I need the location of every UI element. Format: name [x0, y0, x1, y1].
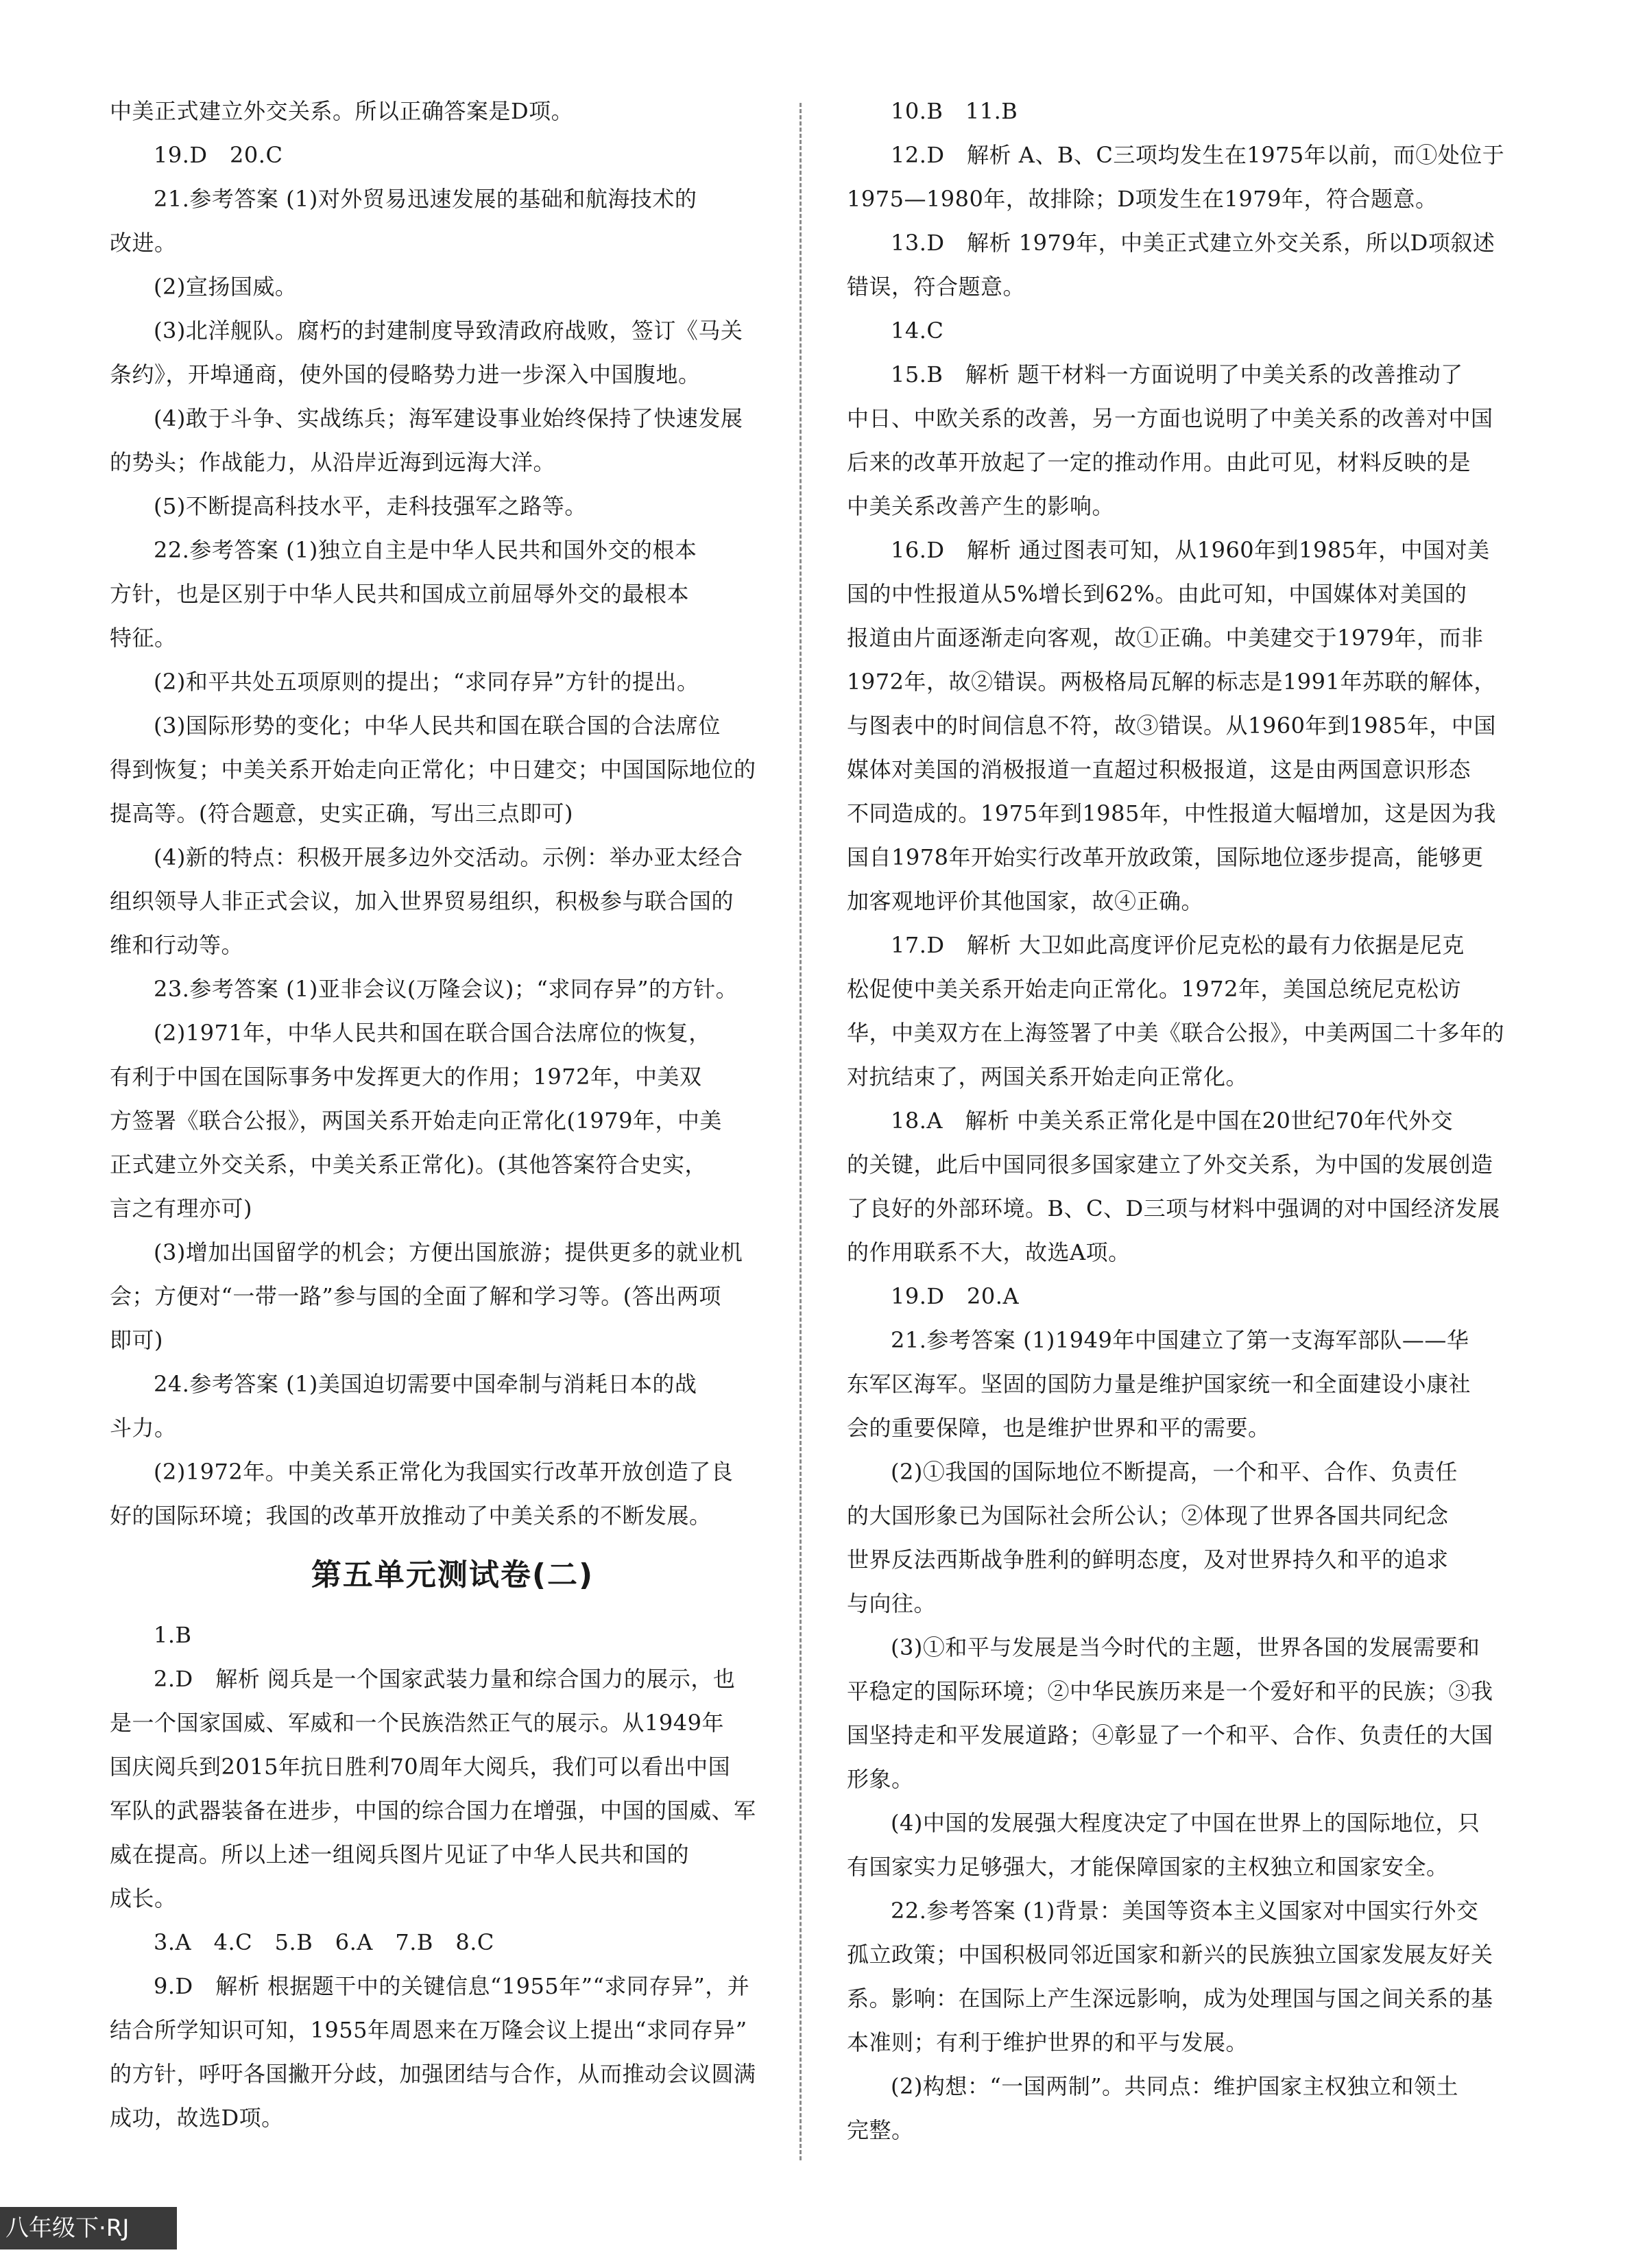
- text-line: 特征。: [110, 625, 177, 651]
- text-line: 22.参考答案 (1)独立自主是中华人民共和国外交的根本: [154, 537, 697, 563]
- right-column: [847, 89, 1532, 2152]
- text-line: 威在提高。所以上述一组阅兵图片见证了中华人民共和国的: [110, 1841, 690, 1867]
- text-line: 1972年，故②错误。两极格局瓦解的标志是1991年苏联的解体，: [847, 669, 1496, 695]
- text-line: 16.D 解析 通过图表可知，从1960年到1985年，中国对美: [891, 537, 1490, 563]
- text-line: (2)和平共处五项原则的提出；“求同存异”方针的提出。: [154, 669, 699, 695]
- text-line: 完整。: [847, 2117, 914, 2143]
- text-line: 东军区海军。坚固的国防力量是维护国家统一和全面建设小康社: [847, 1371, 1471, 1397]
- text-line: 成长。: [110, 1885, 177, 1911]
- text-line: 的关键，此后中国同很多国家建立了外交关系，为中国的发展创造: [847, 1151, 1493, 1178]
- text-line: 不同造成的。1975年到1985年，中性报道大幅增加，这是因为我: [847, 800, 1496, 826]
- text-line: (4)中国的发展强大程度决定了中国在世界上的国际地位，只: [891, 1810, 1480, 1836]
- text-line: 中日、中欧关系的改善，另一方面也说明了中美关系的改善对中国: [847, 405, 1493, 431]
- text-line: 错误，符合题意。: [847, 274, 1026, 300]
- text-line: (3)北洋舰队。腐朽的封建制度导致清政府战败，签订《马关: [154, 318, 743, 344]
- text-line: 有利于中国在国际事务中发挥更大的作用；1972年，中美双: [110, 1064, 702, 1090]
- text-line: 19.D 20.C: [154, 142, 283, 168]
- text-line: 形象。: [847, 1766, 914, 1792]
- text-line: 23.参考答案 (1)亚非会议(万隆会议)；“求同存异”的方针。: [154, 976, 738, 1002]
- text-line: (2)宣扬国威。: [154, 274, 298, 300]
- text-line: (3)①和平与发展是当今时代的主题，世界各国的发展需要和: [891, 1634, 1480, 1660]
- text-line: 10.B 11.B: [891, 98, 1018, 124]
- text-line: 的大国形象已为国际社会所公认；②体现了世界各国共同纪念: [847, 1503, 1449, 1529]
- text-line: 21.参考答案 (1)对外贸易迅速发展的基础和航海技术的: [154, 186, 697, 212]
- text-line: 军队的武器装备在进步，中国的综合国力在增强，中国的国威、军: [110, 1798, 756, 1824]
- text-line: (4)新的特点：积极开展多边外交活动。示例：举办亚太经合: [154, 844, 743, 870]
- text-line: 正式建立外交关系，中美关系正常化)。(其他答案符合史实，: [110, 1151, 707, 1178]
- text-line: (2)1972年。中美关系正常化为我国实行改革开放创造了良: [154, 1459, 734, 1485]
- text-line: 1975—1980年，故排除；D项发生在1979年，符合题意。: [847, 186, 1438, 212]
- text-line: 后来的改革开放起了一定的推动作用。由此可见，材料反映的是: [847, 449, 1471, 475]
- text-line: 的方针，呼吁各国撇开分歧，加强团结与合作，从而推动会议圆满: [110, 2061, 756, 2087]
- text-line: 是一个国家国威、军威和一个民族浩然正气的展示。从1949年: [110, 1710, 724, 1736]
- text-line: 方针，也是区别于中华人民共和国成立前屈辱外交的最根本: [110, 581, 690, 607]
- text-line: 有国家实力足够强大，才能保障国家的主权独立和国家安全。: [847, 1854, 1449, 1880]
- text-line: 1.B: [154, 1622, 192, 1648]
- text-line: 3.A 4.C 5.B 6.A 7.B 8.C: [154, 1929, 494, 1955]
- text-line: (5)不断提高科技水平，走科技强军之路等。: [154, 493, 587, 519]
- text-line: 24.参考答案 (1)美国迫切需要中国牵制与消耗日本的战: [154, 1371, 697, 1397]
- text-line: 2.D 解析 阅兵是一个国家武装力量和综合国力的展示，也: [154, 1666, 736, 1692]
- text-line: 与向往。: [847, 1590, 937, 1616]
- text-line: 国庆阅兵到2015年抗日胜利70周年大阅兵，我们可以看出中国: [110, 1754, 731, 1780]
- text-line: (3)国际形势的变化；中华人民共和国在联合国的合法席位: [154, 713, 721, 739]
- grade-footer-tab: 八年级下·RJ: [0, 2207, 177, 2249]
- column-divider: [800, 103, 802, 2160]
- text-line: 言之有理亦可): [110, 1195, 252, 1221]
- text-line: 会；方便对“一带一路”参与国的全面了解和学习等。(答出两项: [110, 1283, 721, 1309]
- text-line: 会的重要保障，也是维护世界和平的需要。: [847, 1415, 1271, 1441]
- text-line: 条约》，开埠通商，使外国的侵略势力进一步深入中国腹地。: [110, 361, 701, 387]
- section-heading: 第五单元测试卷(二): [311, 1557, 594, 1592]
- left-column: [110, 89, 795, 2140]
- text-line: 孤立政策；中国积极同邻近国家和新兴的民族独立国家发展友好关: [847, 1942, 1493, 1968]
- text-line: 国的中性报道从5%增长到62%。由此可知，中国媒体对美国的: [847, 581, 1467, 607]
- text-line: 方签署《联合公报》，两国关系开始走向正常化(1979年，中美: [110, 1108, 722, 1134]
- text-line: 的作用联系不大，故选A项。: [847, 1239, 1131, 1265]
- text-line: 14.C: [891, 318, 944, 344]
- text-line: 国自1978年开始实行改革开放政策，国际地位逐步提高，能够更: [847, 844, 1484, 870]
- text-line: 松促使中美关系开始走向正常化。1972年，美国总统尼克松访: [847, 976, 1461, 1002]
- text-line: 中美关系改善产生的影响。: [847, 493, 1115, 519]
- text-line: 华，中美双方在上海签署了中美《联合公报》，中美两国二十多年的: [847, 1020, 1505, 1046]
- text-line: 组织领导人非正式会议，加入世界贸易组织，积极参与联合国的: [110, 888, 734, 914]
- text-line: 提高等。(符合题意，史实正确，写出三点即可): [110, 800, 573, 826]
- text-line: 国坚持走和平发展道路；④彰显了一个和平、合作、负责任的大国: [847, 1722, 1493, 1748]
- text-line: 21.参考答案 (1)1949年中国建立了第一支海军部队——华: [891, 1327, 1469, 1353]
- text-line: 17.D 解析 大卫如此高度评价尼克松的最有力依据是尼克: [891, 932, 1465, 958]
- text-line: 得到恢复；中美关系开始走向正常化；中日建交；中国国际地位的: [110, 756, 756, 783]
- text-line: 成功，故选D项。: [110, 2105, 284, 2131]
- text-line: 19.D 20.A: [891, 1283, 1020, 1309]
- text-line: (3)增加出国留学的机会；方便出国旅游；提供更多的就业机: [154, 1239, 743, 1265]
- text-line: (2)构想：“一国两制”。共同点：维护国家主权独立和领土: [891, 2073, 1459, 2099]
- text-line: 平稳定的国际环境；②中华民族历来是一个爱好和平的民族；③我: [847, 1678, 1493, 1704]
- text-line: 改进。: [110, 230, 177, 256]
- text-line: 媒体对美国的消极报道一直超过积极报道，这是由两国意识形态: [847, 756, 1471, 783]
- text-line: 9.D 解析 根据题干中的关键信息“1955年”“求同存异”，并: [154, 1973, 750, 1999]
- text-line: 对抗结束了，两国关系开始走向正常化。: [847, 1064, 1249, 1090]
- text-line: 系。影响：在国际上产生深远影响，成为处理国与国之间关系的基: [847, 1985, 1493, 2012]
- text-line: 加客观地评价其他国家，故④正确。: [847, 888, 1204, 914]
- text-line: 15.B 解析 题干材料一方面说明了中美关系的改善推动了: [891, 361, 1463, 387]
- text-line: 18.A 解析 中美关系正常化是中国在20世纪70年代外交: [891, 1108, 1454, 1134]
- text-line: 维和行动等。: [110, 932, 244, 958]
- text-line: (2)①我国的国际地位不断提高，一个和平、合作、负责任: [891, 1459, 1458, 1485]
- text-line: 22.参考答案 (1)背景：美国等资本主义国家对中国实行外交: [891, 1898, 1479, 1924]
- text-line: 本准则；有利于维护世界的和平与发展。: [847, 2029, 1249, 2055]
- text-line: (2)1971年，中华人民共和国在联合国合法席位的恢复，: [154, 1020, 711, 1046]
- text-line: 13.D 解析 1979年，中美正式建立外交关系，所以D项叙述: [891, 230, 1495, 256]
- text-line: 中美正式建立外交关系。所以正确答案是D项。: [110, 98, 574, 124]
- text-line: 的势头；作战能力，从沿岸近海到远海大洋。: [110, 449, 556, 475]
- text-line: 结合所学知识可知，1955年周恩来在万隆会议上提出“求同存异”: [110, 2017, 747, 2043]
- text-line: 世界反法西斯战争胜利的鲜明态度，及对世界持久和平的追求: [847, 1547, 1449, 1573]
- text-line: 报道由片面逐渐走向客观，故①正确。中美建交于1979年，而非: [847, 625, 1484, 651]
- text-line: 即可): [110, 1327, 163, 1353]
- text-line: 斗力。: [110, 1415, 177, 1441]
- text-line: 好的国际环境；我国的改革开放推动了中美关系的不断发展。: [110, 1503, 712, 1529]
- text-line: 12.D 解析 A、B、C三项均发生在1975年以前，而①处位于: [891, 142, 1505, 168]
- text-line: (4)敢于斗争、实战练兵；海军建设事业始终保持了快速发展: [154, 405, 743, 431]
- text-line: 与图表中的时间信息不符，故③错误。从1960年到1985年，中国: [847, 713, 1496, 739]
- text-line: 了良好的外部环境。B、C、D三项与材料中强调的对中国经济发展: [847, 1195, 1500, 1221]
